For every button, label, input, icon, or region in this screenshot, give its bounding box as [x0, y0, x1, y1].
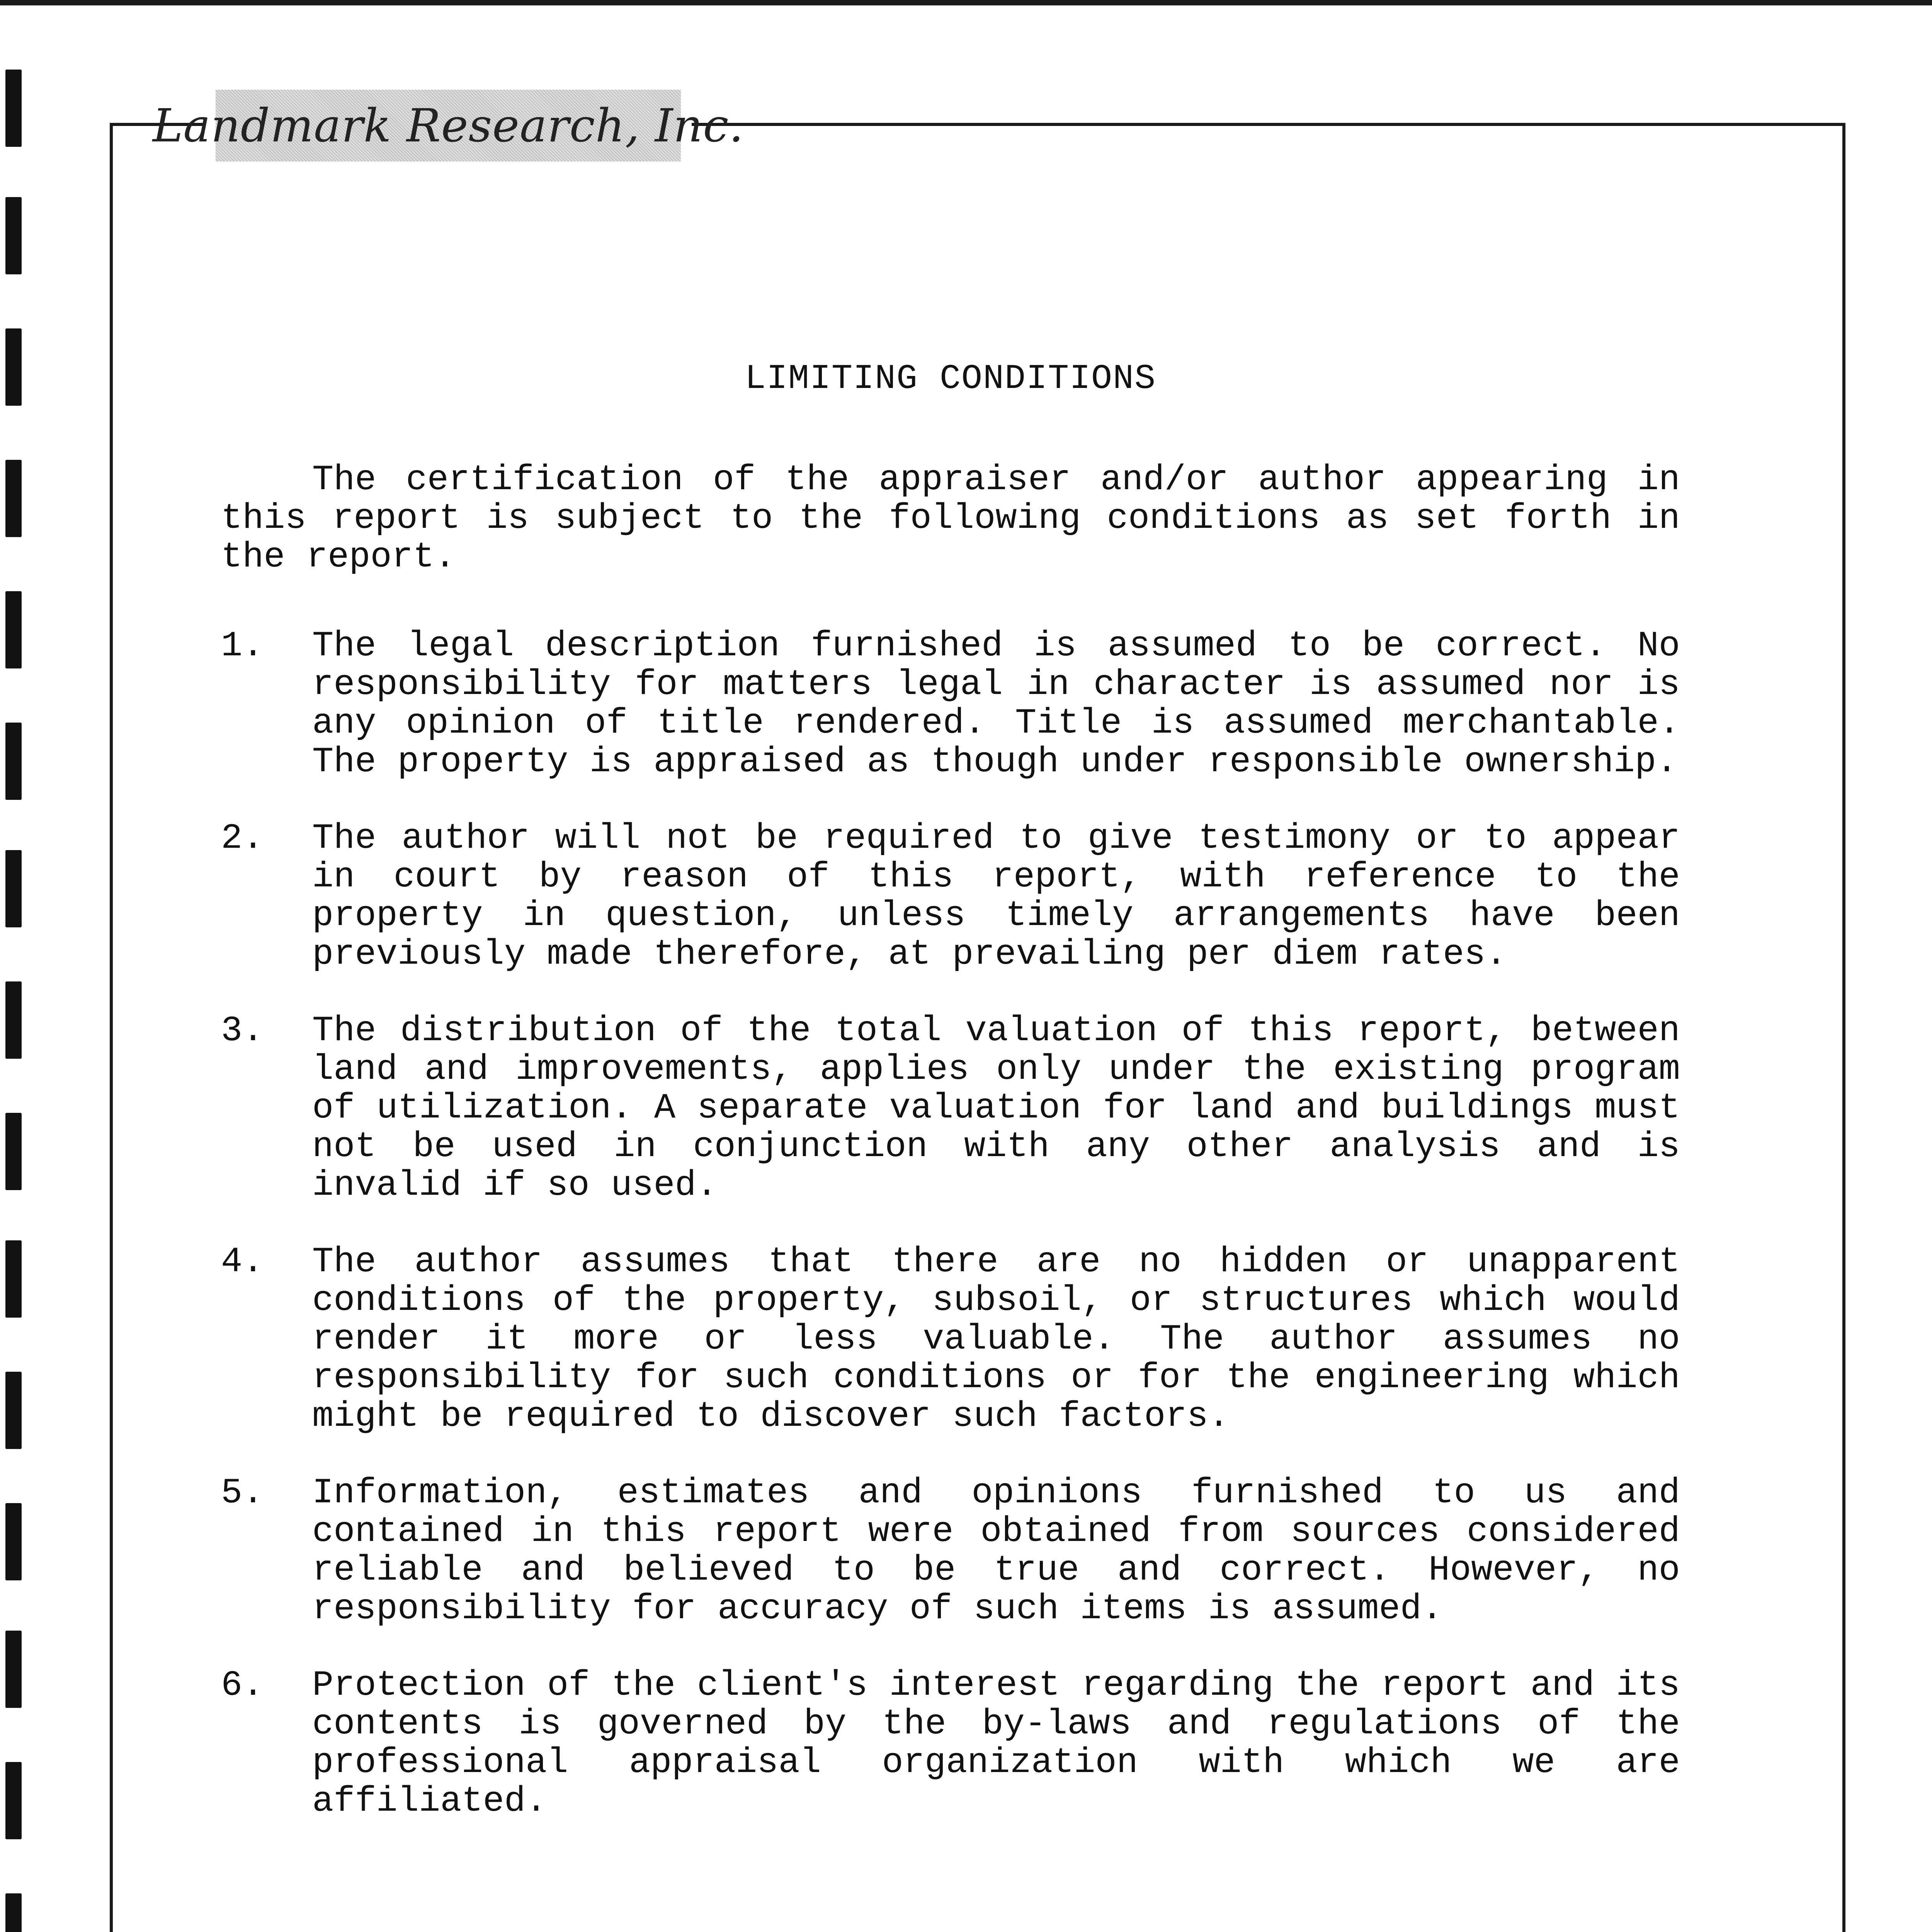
condition-number: 3. — [221, 1010, 264, 1051]
condition-item — [221, 1474, 1680, 1628]
binding-hole-mark — [5, 1631, 22, 1708]
binding-hole-mark — [5, 328, 22, 406]
binding-hole-mark — [5, 850, 22, 927]
condition-item — [221, 819, 1680, 974]
condition-number: 6. — [221, 1665, 264, 1706]
intro-paragraph: The certification of the appraiser and/or author appearing in this report is subject to the following conditions as set forth in the report. — [221, 459, 1680, 577]
condition-text: The author will not be required to give testimony or to appear in court by reason of this report, with reference to the property in question, unless timely arrangements have been previously made therefore, at prevailing per diem rates. — [312, 818, 1680, 975]
condition-text: The legal description furnished is assumed to be correct. No responsibility for matters legal in character is assumed nor is any opinion of title rendered. Title is assumed merchantable. The property is appraised as though under responsible ownership. — [312, 626, 1680, 782]
condition-text: Information, estimates and opinions furnished to us and contained in this report were obtained from sources considered reliable and believed to be true and correct. However, no responsibility for accuracy of such items is assumed. — [312, 1473, 1680, 1629]
condition-item — [221, 627, 1680, 781]
binding-strip — [0, 0, 54, 1932]
binding-hole-mark — [5, 1893, 22, 1932]
letterhead-logo — [152, 90, 744, 162]
binding-hole-mark — [5, 1372, 22, 1449]
letterhead-logo-text: Landmark Research, Inc. — [152, 99, 744, 152]
condition-number: 1. — [221, 626, 264, 666]
binding-hole-mark — [5, 1113, 22, 1190]
condition-text: The author assumes that there are no hidden or unapparent conditions of the property, subsoil, or structures which would render it more or less valuable. The author assumes no responsibility for such conditions or for the engineering which might be required to discover such factors. — [312, 1242, 1680, 1437]
condition-number: 5. — [221, 1473, 264, 1513]
condition-number: 2. — [221, 818, 264, 859]
binding-hole-mark — [5, 460, 22, 537]
binding-hole-mark — [5, 1240, 22, 1318]
scan-top-edge — [0, 0, 1932, 5]
condition-item — [221, 1243, 1680, 1436]
binding-hole-mark — [5, 1762, 22, 1839]
condition-text: Protection of the client's interest regarding the report and its contents is governed by the by-laws and regulations of the professional appraisal organization with which we are affiliated. — [312, 1665, 1680, 1821]
condition-number: 4. — [221, 1242, 264, 1282]
binding-hole-mark — [5, 981, 22, 1059]
binding-hole-mark — [5, 1503, 22, 1580]
condition-text: The distribution of the total valuation of this report, between land and improvements, applies only under the existing program of utilization. A separate valuation for land and buildings must not be used in conjunction with any other analysis and is invalid if so used. — [312, 1010, 1680, 1206]
condition-item — [221, 1666, 1680, 1821]
condition-item — [221, 1012, 1680, 1205]
document-heading: LIMITING CONDITIONS — [745, 359, 1156, 399]
conditions-list — [221, 627, 1680, 1821]
binding-hole-mark — [5, 197, 22, 274]
binding-hole-mark — [5, 70, 22, 147]
binding-hole-mark — [5, 591, 22, 668]
document-body — [221, 359, 1680, 1859]
binding-hole-mark — [5, 723, 22, 800]
